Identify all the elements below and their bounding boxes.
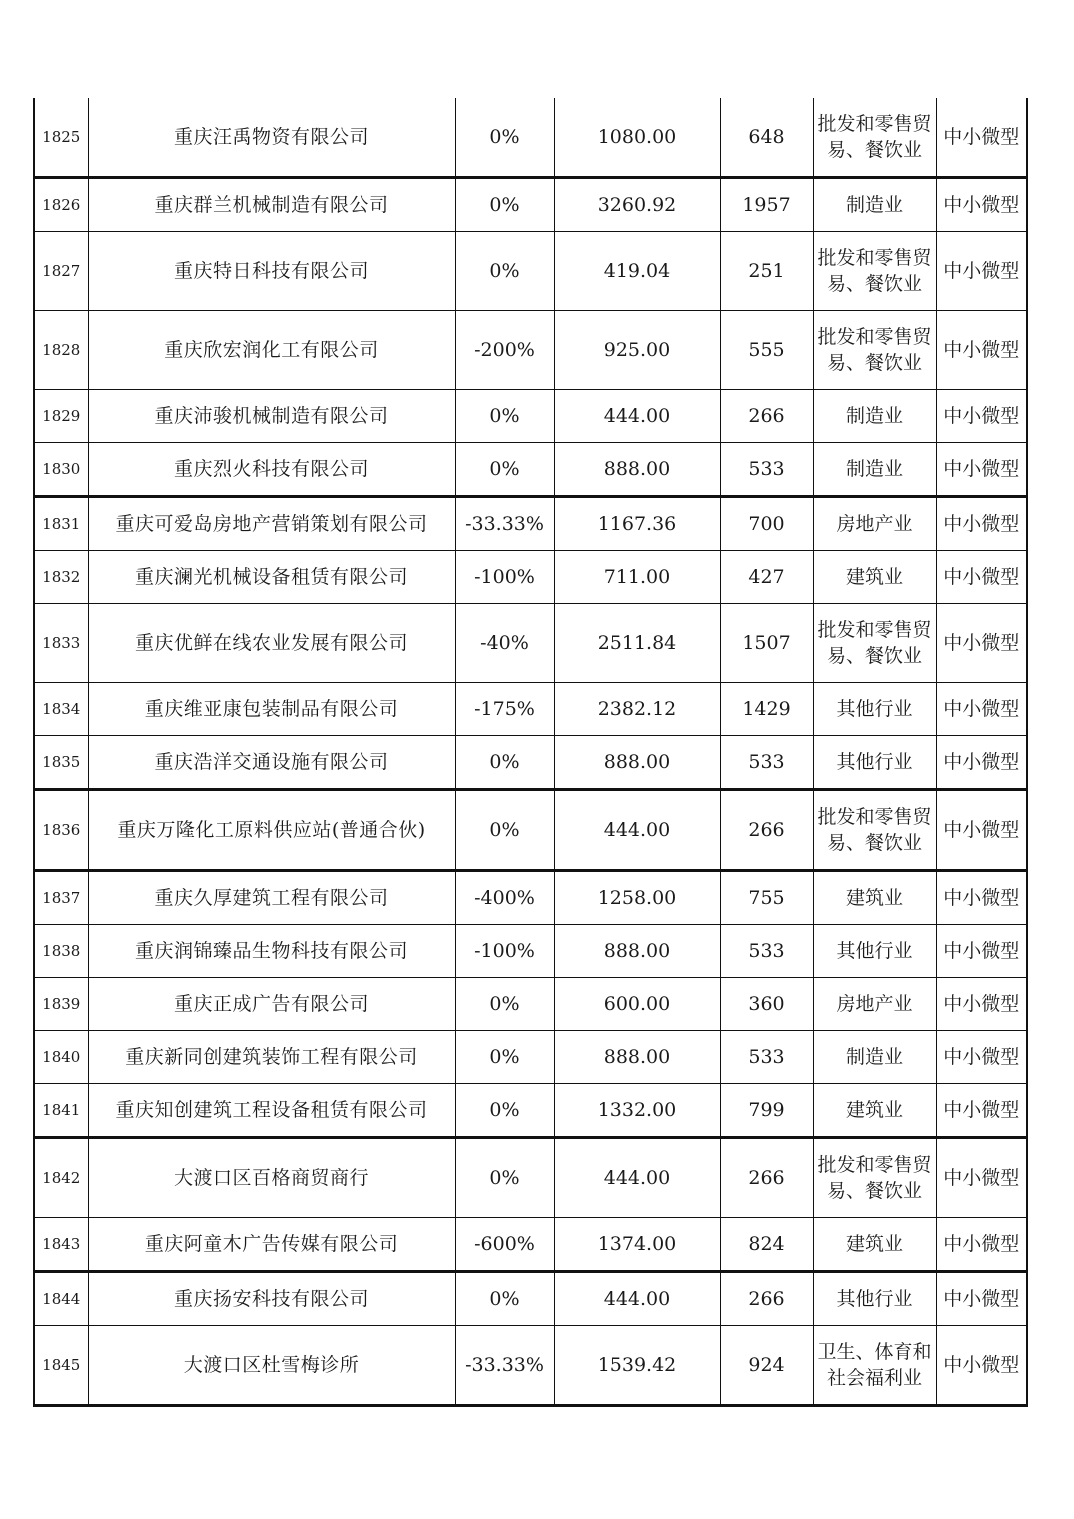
row-number-cell: 1825: [34, 98, 88, 178]
table-row: [34, 925, 1027, 978]
industry-cell: 建筑业: [813, 1218, 936, 1272]
industry-cell: 卫生、体育和社会福利业: [813, 1326, 936, 1406]
company-name-cell: 重庆新同创建筑装饰工程有限公司: [88, 1031, 455, 1084]
row-number-cell: 1828: [34, 311, 88, 390]
count-cell: 1429: [720, 683, 813, 736]
amount-cell: 1539.42: [554, 1326, 720, 1406]
enterprise-size-cell: 中小微型: [936, 497, 1027, 551]
amount-cell: 2382.12: [554, 683, 720, 736]
enterprise-size-cell: 中小微型: [936, 1084, 1027, 1138]
industry-cell: 建筑业: [813, 1084, 936, 1138]
rate-cell: -33.33%: [455, 1326, 554, 1406]
industry-cell: 批发和零售贸易、餐饮业: [813, 311, 936, 390]
row-number-cell: 1832: [34, 551, 88, 604]
table-row: [34, 1138, 1027, 1218]
table-row: [34, 1326, 1027, 1406]
rate-cell: 0%: [455, 1138, 554, 1218]
amount-cell: 444.00: [554, 1272, 720, 1326]
industry-cell: 批发和零售贸易、餐饮业: [813, 1138, 936, 1218]
row-number-cell: 1827: [34, 232, 88, 311]
table-row: [34, 98, 1027, 178]
amount-cell: 444.00: [554, 790, 720, 871]
table-row: [34, 604, 1027, 683]
industry-cell: 制造业: [813, 443, 936, 497]
count-cell: 799: [720, 1084, 813, 1138]
count-cell: 555: [720, 311, 813, 390]
rate-cell: 0%: [455, 736, 554, 790]
table-row: [34, 311, 1027, 390]
rate-cell: 0%: [455, 98, 554, 178]
count-cell: 266: [720, 1272, 813, 1326]
enterprise-size-cell: 中小微型: [936, 790, 1027, 871]
company-table: [33, 98, 1028, 1407]
rate-cell: 0%: [455, 390, 554, 443]
enterprise-size-cell: 中小微型: [936, 683, 1027, 736]
rate-cell: -175%: [455, 683, 554, 736]
industry-cell: 制造业: [813, 390, 936, 443]
amount-cell: 1332.00: [554, 1084, 720, 1138]
count-cell: 533: [720, 736, 813, 790]
industry-cell: 房地产业: [813, 978, 936, 1031]
count-cell: 251: [720, 232, 813, 311]
amount-cell: 888.00: [554, 1031, 720, 1084]
row-number-cell: 1829: [34, 390, 88, 443]
row-number-cell: 1833: [34, 604, 88, 683]
rate-cell: -100%: [455, 551, 554, 604]
count-cell: 824: [720, 1218, 813, 1272]
rate-cell: -200%: [455, 311, 554, 390]
industry-cell: 批发和零售贸易、餐饮业: [813, 98, 936, 178]
amount-cell: 1167.36: [554, 497, 720, 551]
amount-cell: 1258.00: [554, 871, 720, 925]
count-cell: 924: [720, 1326, 813, 1406]
count-cell: 755: [720, 871, 813, 925]
rate-cell: 0%: [455, 790, 554, 871]
count-cell: 266: [720, 790, 813, 871]
company-name-cell: 重庆久厚建筑工程有限公司: [88, 871, 455, 925]
rate-cell: -400%: [455, 871, 554, 925]
enterprise-size-cell: 中小微型: [936, 311, 1027, 390]
row-number-cell: 1840: [34, 1031, 88, 1084]
table-row: [34, 1218, 1027, 1272]
table-row: [34, 1031, 1027, 1084]
rate-cell: 0%: [455, 1031, 554, 1084]
rate-cell: 0%: [455, 232, 554, 311]
company-name-cell: 大渡口区杜雪梅诊所: [88, 1326, 455, 1406]
amount-cell: 444.00: [554, 390, 720, 443]
row-number-cell: 1838: [34, 925, 88, 978]
table-row: [34, 1084, 1027, 1138]
industry-cell: 制造业: [813, 178, 936, 232]
rate-cell: 0%: [455, 178, 554, 232]
rate-cell: 0%: [455, 1084, 554, 1138]
table-row: [34, 1272, 1027, 1326]
rate-cell: -100%: [455, 925, 554, 978]
amount-cell: 444.00: [554, 1138, 720, 1218]
table-row: [34, 551, 1027, 604]
row-number-cell: 1831: [34, 497, 88, 551]
count-cell: 700: [720, 497, 813, 551]
row-number-cell: 1837: [34, 871, 88, 925]
row-number-cell: 1845: [34, 1326, 88, 1406]
table-row: [34, 443, 1027, 497]
row-number-cell: 1836: [34, 790, 88, 871]
industry-cell: 批发和零售贸易、餐饮业: [813, 604, 936, 683]
industry-cell: 房地产业: [813, 497, 936, 551]
table-row: [34, 683, 1027, 736]
company-name-cell: 重庆汪禹物资有限公司: [88, 98, 455, 178]
rate-cell: 0%: [455, 443, 554, 497]
enterprise-size-cell: 中小微型: [936, 1138, 1027, 1218]
company-name-cell: 重庆优鲜在线农业发展有限公司: [88, 604, 455, 683]
count-cell: 648: [720, 98, 813, 178]
enterprise-size-cell: 中小微型: [936, 98, 1027, 178]
table-row: [34, 978, 1027, 1031]
industry-cell: 建筑业: [813, 871, 936, 925]
company-name-cell: 重庆万隆化工原料供应站(普通合伙): [88, 790, 455, 871]
row-number-cell: 1826: [34, 178, 88, 232]
row-number-cell: 1842: [34, 1138, 88, 1218]
enterprise-size-cell: 中小微型: [936, 1326, 1027, 1406]
amount-cell: 888.00: [554, 925, 720, 978]
amount-cell: 888.00: [554, 443, 720, 497]
count-cell: 266: [720, 1138, 813, 1218]
enterprise-size-cell: 中小微型: [936, 551, 1027, 604]
industry-cell: 其他行业: [813, 925, 936, 978]
amount-cell: 600.00: [554, 978, 720, 1031]
company-name-cell: 重庆群兰机械制造有限公司: [88, 178, 455, 232]
count-cell: 360: [720, 978, 813, 1031]
table-row: [34, 497, 1027, 551]
company-name-cell: 大渡口区百格商贸商行: [88, 1138, 455, 1218]
amount-cell: 711.00: [554, 551, 720, 604]
enterprise-size-cell: 中小微型: [936, 390, 1027, 443]
rate-cell: 0%: [455, 1272, 554, 1326]
row-number-cell: 1839: [34, 978, 88, 1031]
industry-cell: 批发和零售贸易、餐饮业: [813, 232, 936, 311]
company-name-cell: 重庆浩洋交通设施有限公司: [88, 736, 455, 790]
data-table-container: [33, 98, 1026, 1407]
rate-cell: -600%: [455, 1218, 554, 1272]
enterprise-size-cell: 中小微型: [936, 604, 1027, 683]
count-cell: 1957: [720, 178, 813, 232]
rate-cell: -33.33%: [455, 497, 554, 551]
table-body: [34, 98, 1027, 1406]
enterprise-size-cell: 中小微型: [936, 443, 1027, 497]
company-name-cell: 重庆特日科技有限公司: [88, 232, 455, 311]
rate-cell: 0%: [455, 978, 554, 1031]
enterprise-size-cell: 中小微型: [936, 232, 1027, 311]
row-number-cell: 1835: [34, 736, 88, 790]
enterprise-size-cell: 中小微型: [936, 978, 1027, 1031]
amount-cell: 3260.92: [554, 178, 720, 232]
company-name-cell: 重庆欣宏润化工有限公司: [88, 311, 455, 390]
table-row: [34, 232, 1027, 311]
row-number-cell: 1841: [34, 1084, 88, 1138]
count-cell: 266: [720, 390, 813, 443]
company-name-cell: 重庆沛骏机械制造有限公司: [88, 390, 455, 443]
amount-cell: 1080.00: [554, 98, 720, 178]
row-number-cell: 1843: [34, 1218, 88, 1272]
company-name-cell: 重庆烈火科技有限公司: [88, 443, 455, 497]
table-row: [34, 178, 1027, 232]
industry-cell: 制造业: [813, 1031, 936, 1084]
enterprise-size-cell: 中小微型: [936, 925, 1027, 978]
rate-cell: -40%: [455, 604, 554, 683]
company-name-cell: 重庆知创建筑工程设备租赁有限公司: [88, 1084, 455, 1138]
enterprise-size-cell: 中小微型: [936, 1272, 1027, 1326]
company-name-cell: 重庆扬安科技有限公司: [88, 1272, 455, 1326]
company-name-cell: 重庆澜光机械设备租赁有限公司: [88, 551, 455, 604]
amount-cell: 925.00: [554, 311, 720, 390]
count-cell: 1507: [720, 604, 813, 683]
industry-cell: 其他行业: [813, 1272, 936, 1326]
amount-cell: 419.04: [554, 232, 720, 311]
count-cell: 533: [720, 1031, 813, 1084]
enterprise-size-cell: 中小微型: [936, 178, 1027, 232]
amount-cell: 888.00: [554, 736, 720, 790]
amount-cell: 2511.84: [554, 604, 720, 683]
company-name-cell: 重庆可爱岛房地产营销策划有限公司: [88, 497, 455, 551]
company-name-cell: 重庆润锦臻品生物科技有限公司: [88, 925, 455, 978]
industry-cell: 建筑业: [813, 551, 936, 604]
table-row: [34, 790, 1027, 871]
count-cell: 533: [720, 443, 813, 497]
company-name-cell: 重庆正成广告有限公司: [88, 978, 455, 1031]
table-row: [34, 871, 1027, 925]
industry-cell: 其他行业: [813, 683, 936, 736]
row-number-cell: 1834: [34, 683, 88, 736]
enterprise-size-cell: 中小微型: [936, 1031, 1027, 1084]
table-row: [34, 736, 1027, 790]
industry-cell: 批发和零售贸易、餐饮业: [813, 790, 936, 871]
count-cell: 427: [720, 551, 813, 604]
company-name-cell: 重庆阿童木广告传媒有限公司: [88, 1218, 455, 1272]
industry-cell: 其他行业: [813, 736, 936, 790]
company-name-cell: 重庆维亚康包装制品有限公司: [88, 683, 455, 736]
table-row: [34, 390, 1027, 443]
enterprise-size-cell: 中小微型: [936, 1218, 1027, 1272]
enterprise-size-cell: 中小微型: [936, 871, 1027, 925]
count-cell: 533: [720, 925, 813, 978]
amount-cell: 1374.00: [554, 1218, 720, 1272]
row-number-cell: 1830: [34, 443, 88, 497]
row-number-cell: 1844: [34, 1272, 88, 1326]
enterprise-size-cell: 中小微型: [936, 736, 1027, 790]
